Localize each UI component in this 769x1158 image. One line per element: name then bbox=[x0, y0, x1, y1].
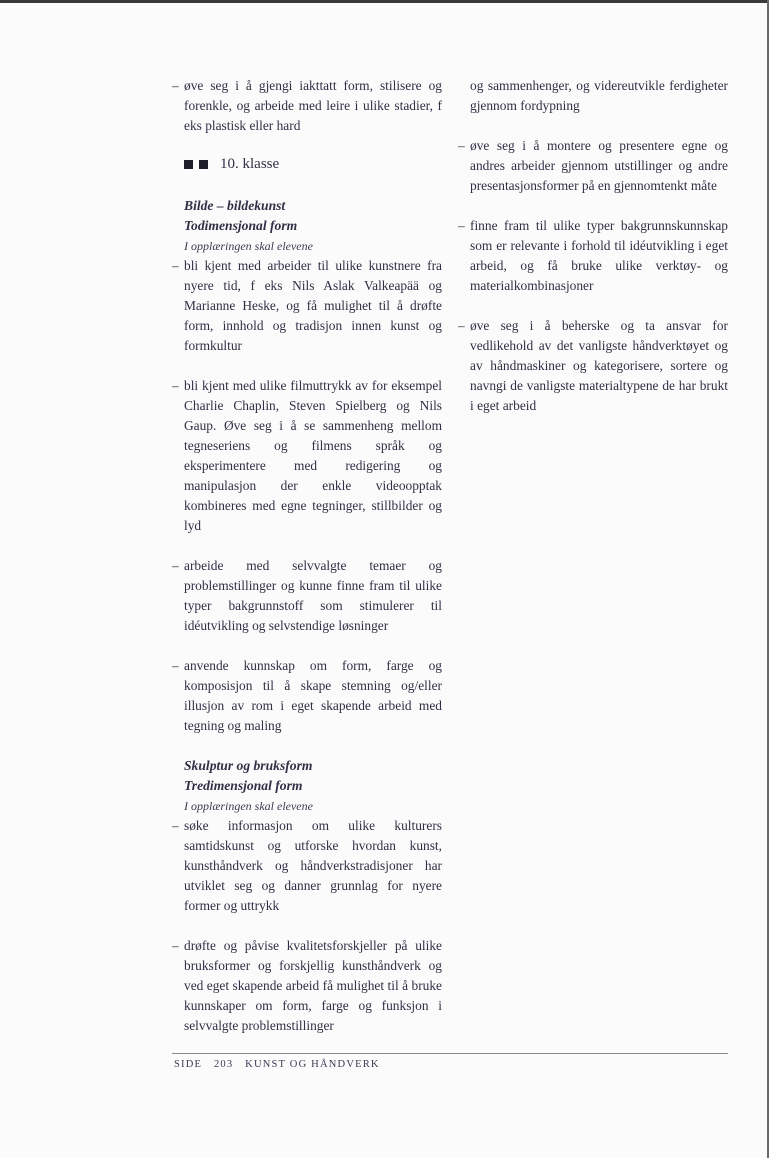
footer-section-title: KUNST OG HÅNDVERK bbox=[245, 1059, 380, 1070]
left-column bbox=[172, 76, 442, 1036]
list-item: – bli kjent med arbeider til ulike kunstnere fra nyere tid, f eks Nils Aslak Valkeapää og Marianne Heske, og få mulighet til å drøfte form, innhold og tradisjon innen kunst og formkultur bbox=[172, 258, 442, 353]
top-rule bbox=[0, 0, 769, 3]
list-item-continuation: og sammenhenger, og videreutvikle ferdigheter gjennom fordypning bbox=[470, 78, 728, 113]
list-item: – øve seg i å gjengi iakttatt form, stilisere og forenkle, og arbeide med leire i ulike stadier, f eks plastisk eller hard bbox=[172, 78, 442, 133]
square-bullet-icon bbox=[199, 160, 208, 169]
list-item: – bli kjent med ulike filmuttrykk av for eksempel Charlie Chaplin, Steven Spielberg og Nils Gaup. Øve seg i å se sammenheng mellom tegneseriens og filmens språk og eksperimentere med redigering og manipulasjon der enkle videoopptak kombineres med egne tegninger, stillbilder og lyd bbox=[172, 378, 442, 533]
list-item: – øve seg i å montere og presentere egne og andres arbeider gjennom utstillinger og andre presentasjonsformer på en gjennomtenkt måte bbox=[458, 138, 728, 193]
footer-side-label: SIDE bbox=[174, 1059, 203, 1070]
section-subheading: Tredimensjonal form bbox=[184, 778, 303, 793]
list-item: – øve seg i å beherske og ta ansvar for vedlikehold av det vanligste håndverktøyet og av håndmaskiner og kategorisere, sortere og navngi de vanligste materialtypene de har brukt i eget arbeid bbox=[458, 318, 728, 413]
grade-heading bbox=[184, 154, 442, 174]
list-item: – anvende kunnskap om form, farge og komposisjon til å skape stemning og/eller illusjon av rom i eget skapende arbeid med tegning og maling bbox=[172, 658, 442, 733]
page-footer bbox=[174, 1059, 388, 1070]
grade-label: 10. klasse bbox=[220, 156, 280, 172]
footer-rule bbox=[172, 1053, 728, 1054]
section-lead: I opplæringen skal elevene bbox=[184, 799, 313, 813]
square-bullet-icon bbox=[184, 160, 193, 169]
list-item: – arbeide med selvvalgte temaer og problemstillinger og kunne finne fram til ulike typer bakgrunnstoff som stimulerer til idéutvikling og selvstendige løsninger bbox=[172, 558, 442, 633]
section-lead: I opplæringen skal elevene bbox=[184, 239, 313, 253]
list-item: – finne fram til ulike typer bakgrunnskunnskap som er relevante i forhold til idéutvikling i eget arbeid, og få bruke ulike verktøy- og materialkombinasjoner bbox=[458, 218, 728, 293]
list-item: – søke informasjon om ulike kulturers samtidskunst og utforske hvordan kunst, kunsthåndverk og håndverkstradisjoner har utviklet seg og danner grunnlag for nyere former og uttrykk bbox=[172, 818, 442, 913]
right-column bbox=[458, 76, 728, 416]
section-heading: Bilde – bildekunst bbox=[184, 198, 286, 213]
list-item: – drøfte og påvise kvalitetsforskjeller på ulike bruksformer og forskjellig kunsthåndverk og ved eget skapende arbeid få mulighet til å bruke kunnskaper om form, farge og funksjon i selvvalgte problemstillinger bbox=[172, 938, 442, 1033]
page-number: 203 bbox=[213, 1059, 234, 1070]
section-subheading: Todimensjonal form bbox=[184, 218, 298, 233]
section-heading: Skulptur og bruksform bbox=[184, 758, 313, 773]
